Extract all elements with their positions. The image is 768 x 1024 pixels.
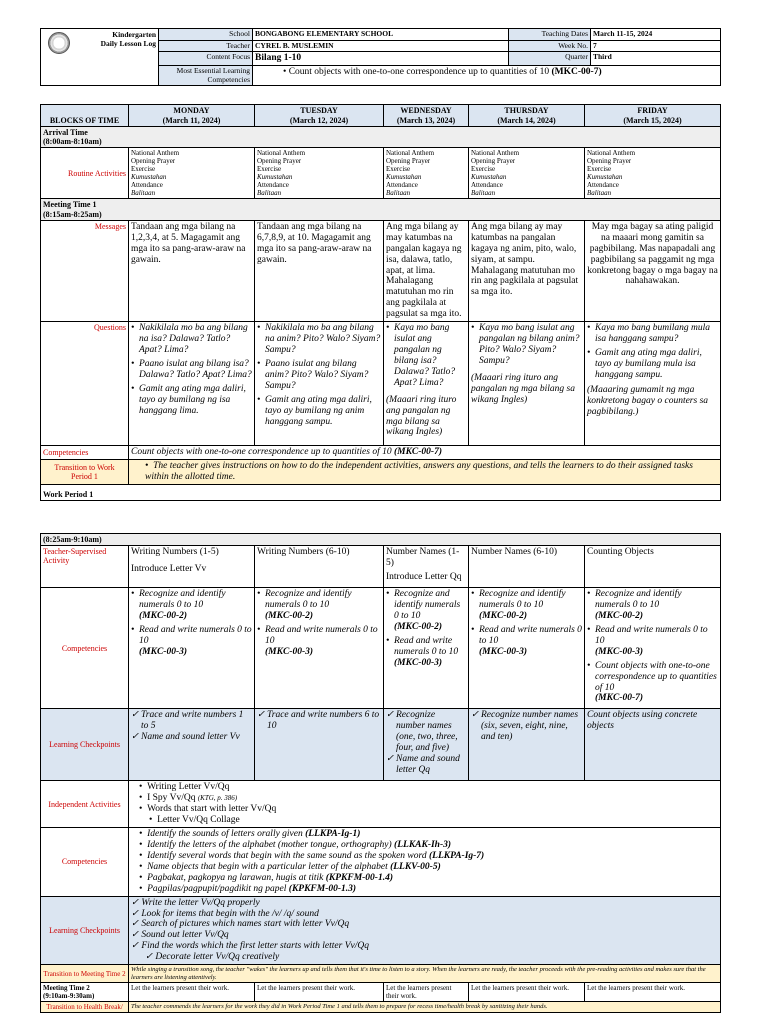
ind-label: Independent Activities [41, 781, 129, 828]
schedule-table-2 [40, 533, 721, 1013]
questions-label: Questions [41, 322, 129, 446]
competencies-label: Competencies [41, 446, 129, 460]
tsa-thu: Number Names (6-10) [469, 546, 585, 588]
questions-wed: • Kaya mo bang isulat ang pangalan ng bilang isa? Dalawa? Tatlo? Apat? Lima? (Maaari ring ituro ang pangalan ng mga bilang sa wikang Ingles) [384, 322, 469, 446]
tsa-wed: Number Names (1-5) Introduce Letter Qq [384, 546, 469, 588]
comp2-value: • Identify the sounds of letters orally given (LLKPA-Ig-1) • Identify the letters of the alphabet (mother tongue, orthography) (LLKAK-Ih-3) • Identify several words that begin with the same sound as the spoken word (LLKPA-Ig-7) • Name objects that begin with a particular letter of the alphabet (LLKV-00-5) • Pagbakat, pagkopya ng larawan, hugis at titik (KPKFM-00-1.4) • Pagpilas/pagpupit/pagdikit ng papel (KPKFM-00-1.3) [129, 828, 721, 897]
message-wed: Ang mga bilang ay may katumbas na pangalan kagaya ng isa, dalawa, tatlo, apat, at lima. Mahalagang matutuhan mo rin ang pagkilala at pagsulat sa mga ito. [384, 220, 469, 321]
message-tue: Tandaan ang mga bilang na 6,7,8,9, at 10. Magagamit ang mga ito sa pang-araw-araw na gawain. [255, 220, 384, 321]
routine-thu: National Anthem Opening Prayer Exercise Kumustahan Attendance Balitaan [469, 148, 585, 199]
day-friday: FRIDAY (March 15, 2024) [585, 105, 721, 126]
work1-time: (8:25am-9:10am) [41, 534, 721, 546]
comp2-label: Competencies [41, 828, 129, 897]
week-label: Week No. [509, 40, 591, 52]
routine-wed: National Anthem Opening Prayer Exercise Kumustahan Attendance Balitaan [384, 148, 469, 199]
meeting2-label: Meeting Time 2 (9:10am-9:30am) [41, 983, 129, 1002]
tsa-tue: Writing Numbers (6-10) [255, 546, 384, 588]
comp-mon: • Recognize and identify numerals 0 to 10 (MKC-00-2) • Read and write numerals 0 to 10 (MKC-00-3) [129, 588, 255, 709]
day-tuesday: TUESDAY (March 12, 2024) [255, 105, 384, 126]
present-wed: Let the learners present their work. [384, 983, 469, 1002]
present-mon: Let the learners present their work. [129, 983, 255, 1002]
check2-value: ✓ Write the letter Vv/Qq properly ✓ Look for items that begin with the /v/ /q/ sound ✓ Search of pictures which names start with letter Vv/Qq ✓ Sound out letter Vv/Qq ✓ Find the words which the first letter starts with letter Vv/Qq ✓ Decorate letter Vv/Qq creatively [129, 896, 721, 965]
melc-code: (MKC-00-7) [551, 67, 602, 78]
competencies-value: Count objects with one-to-one correspondence up to quantities of 10 (MKC-00-7) [129, 446, 721, 460]
message-fri: May mga bagay sa ating paligid na maaari mong gamitin sa pagbibilang. Mas napapadali ang pagbibilang sa paggamit ng mga konkretong bagay o mga bagay na nahahawakan. [585, 220, 721, 321]
dates-label: Teaching Dates [509, 29, 591, 41]
week-value: 7 [591, 40, 721, 52]
questions-thu: • Kaya mo bang isulat ang pangalan ng bilang anim? Pito? Walo? Siyam? Sampu? (Maaari ring ituro ang pangalan ng mga bilang sa wikang Ingles) [469, 322, 585, 446]
trans3-label: Transition to Health Break/ [41, 1002, 129, 1013]
routine-label: Routine Activities [41, 148, 129, 199]
meeting1-row: Meeting Time 1 (8:15am-8:25am) [41, 199, 721, 220]
check-thu: ✓ Recognize number names (six, seven, eight, nine, and ten) [469, 709, 585, 781]
messages-label: Messages [41, 220, 129, 321]
transition1-label: Transition to Work Period 1 [41, 460, 129, 485]
comp-label: Competencies [41, 588, 129, 709]
arrival-row: Arrival Time (8:00am-8:10am) [41, 126, 721, 147]
present-tue: Let the learners present their work. [255, 983, 384, 1002]
comp-tue: • Recognize and identify numerals 0 to 10 (MKC-00-2) • Read and write numerals 0 to 10 (MKC-00-3) [255, 588, 384, 709]
school-value: BONGABONG ELEMENTARY SCHOOL [253, 29, 509, 41]
transition1-value: • The teacher gives instructions on how to do the independent activities, answers any questions, and tells the learners to do their assigned tasks within the allotted time. [129, 460, 721, 485]
questions-fri: • Kaya mo bang bumilang mula isa hanggang sampu? • Gamit ang ating mga daliri, tayo ay bumilang mula isa hanggang sampu. (Maaaring gumamit ng mga konkretong bagay o counters sa pagbibilang.) [585, 322, 721, 446]
melc-label: Most Essential Learning Competencies [159, 66, 253, 86]
tsa-label: Teacher-Supervised Activity [41, 546, 129, 588]
teacher-value: CYREL B. MUSLEMIN [253, 40, 509, 52]
questions-tue: • Nakikilala mo ba ang bilang na anim? Pito? Walo? Siyam? Sampu? • Paano isulat ang bilang anim? Pito? Walo? Siyam? Sampu? • Gamit ang ating mga daliri, tayo ay bumilang ng anim hanggang sampu. [255, 322, 384, 446]
present-thu: Let the learners present their work. [469, 983, 585, 1002]
questions-mon: • Nakikilala mo ba ang bilang na isa? Dalawa? Tatlo? Apat? Lima? • Paano isulat ang bilang isa? Dalawa? Tatlo? Apat? Lima? • Gamit ang ating mga daliri, tayo ay bumilang ng isa hanggang lima. [129, 322, 255, 446]
message-thu: Ang mga bilang ay may katumbas na pangalan kagaya ng anim, pito, walo, siyam, at sampu. Mahalagang matutuhan mo rin ang pagkilala at pagsulat sa mga ito. [469, 220, 585, 321]
focus-value: Bilang 1-10 [253, 52, 509, 66]
routine-mon: National Anthem Opening Prayer Exercise Kumustahan Attendance Balitaan [129, 148, 255, 199]
page-1 [40, 28, 720, 501]
title-kindergarten: Kindergarten [112, 30, 156, 39]
trans2-label: Transition to Meeting Time 2 [41, 965, 129, 983]
header-table: Kindergarten Daily Lesson Log School BONGABONG ELEMENTARY SCHOOL Teaching Dates March 11-15, 2024 Teacher CYREL B. MUSLEMIN Week No. 7 Content Focus Bilang 1-10 Quarter Third Most Essential Learning Competencies • Count objects with one-to-one correspondence up to quantities of 10 (MKC-00-7) [40, 28, 721, 86]
teacher-label: Teacher [159, 40, 253, 52]
comp-fri: • Recognize and identify numerals 0 to 10 (MKC-00-2) • Read and write numerals 0 to 10 (MKC-00-3) • Count objects with one-to-one correspondence up to quantities of 10 (MKC-00-7) [585, 588, 721, 709]
focus-label: Content Focus [159, 52, 253, 66]
tsa-fri: Counting Objects [585, 546, 721, 588]
melc-value: Count objects with one-to-one correspondence up to quantities of 10 [288, 67, 550, 78]
comp-thu: • Recognize and identify numerals 0 to 10 (MKC-00-2) • Read and write numerals 0 to 10 (MKC-00-3) [469, 588, 585, 709]
ind-value: • Writing Letter Vv/Qq • I Spy Vv/Qq (KTG, p. 386) • Words that start with letter Vv/Qq • Letter Vv/Qq Collage [129, 781, 721, 828]
title-dll: Daily Lesson Log [100, 38, 156, 48]
deped-seal-icon [48, 32, 70, 54]
trans2-value: While singing a transition song, the teacher "wakes" the learners up and tells them that it's time to listen to a story. When the learners are ready, the teacher proceeds with the pre-reading activities and makes sure that the learners are listening attentively. [129, 965, 721, 983]
check2-label: Learning Checkpoints [41, 896, 129, 965]
school-label: School [159, 29, 253, 41]
comp-wed: • Recognize and identify numerals 0 to 10 (MKC-00-2) • Read and write numerals 0 to 10 (MKC-00-3) [384, 588, 469, 709]
blocks-header: BLOCKS OF TIME [41, 105, 129, 126]
page-2 [40, 533, 720, 1013]
day-wednesday: WEDNESDAY (March 13, 2024) [384, 105, 469, 126]
message-mon: Tandaan ang mga bilang na 1,2,3,4, at 5. Magagamit ang mga ito sa pang-araw-araw na gawain. [129, 220, 255, 321]
work1-title: Work Period 1 [41, 484, 721, 500]
check-label: Learning Checkpoints [41, 709, 129, 781]
routine-fri: National Anthem Opening Prayer Exercise Kumustahan Attendance Balitaan [585, 148, 721, 199]
trans3-value: The teacher commends the learners for the work they did in Work Period Time 1 and tells them to prepare for recess time/health break by sanitizing their hands. [129, 1002, 721, 1013]
tsa-mon: Writing Numbers (1-5) Introduce Letter Vv [129, 546, 255, 588]
check-mon: ✓ Trace and write numbers 1 to 5 ✓ Name and sound letter Vv [129, 709, 255, 781]
schedule-table-1 [40, 104, 721, 500]
routine-tue: National Anthem Opening Prayer Exercise Kumustahan Attendance Balitaan [255, 148, 384, 199]
day-monday: MONDAY (March 11, 2024) [129, 105, 255, 126]
dates-value: March 11-15, 2024 [591, 29, 721, 41]
quarter-label: Quarter [509, 52, 591, 66]
day-thursday: THURSDAY (March 14, 2024) [469, 105, 585, 126]
check-tue: ✓ Trace and write numbers 6 to 10 [255, 709, 384, 781]
quarter-value: Third [591, 52, 721, 66]
check-wed: ✓ Recognize number names (one, two, three, four, and five) ✓ Name and sound letter Qq [384, 709, 469, 781]
check-fri: Count objects using concrete objects [585, 709, 721, 781]
present-fri: Let the learners present their work. [585, 983, 721, 1002]
